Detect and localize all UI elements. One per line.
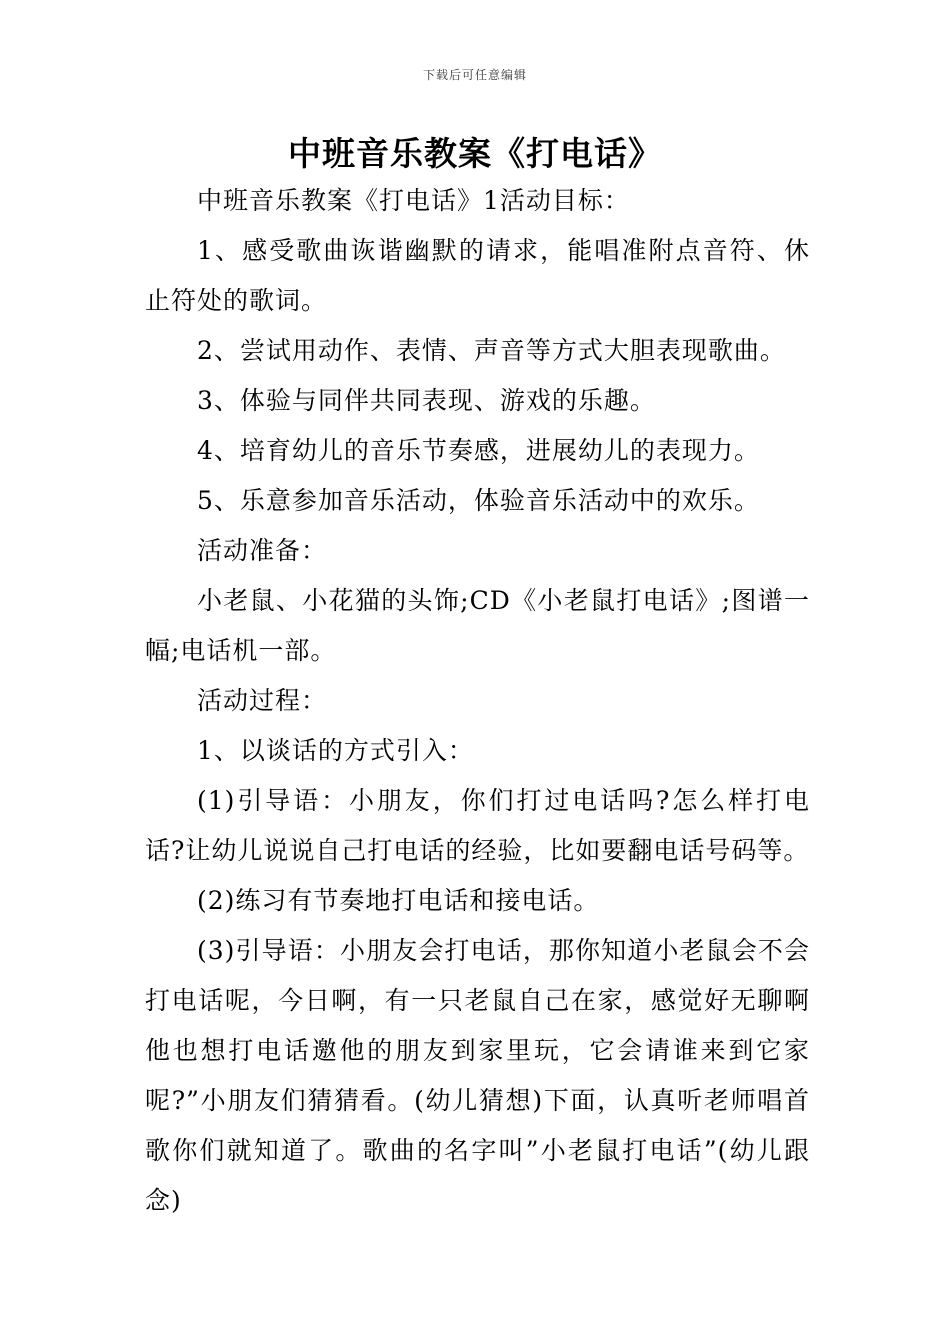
- header-note: 下载后可任意编辑: [422, 68, 527, 82]
- document-body: [145, 176, 810, 1226]
- paragraph: 5、乐意参加音乐活动，体验音乐活动中的欢乐。: [197, 486, 760, 515]
- paragraph: 活动过程：: [197, 686, 328, 715]
- paragraph: 3、体验与同伴共同表现、游戏的乐趣。: [197, 386, 656, 415]
- paragraph: 活动准备：: [197, 536, 328, 565]
- paragraph: 小老鼠、小花猫的头饰;CD《小老鼠打电话》;图谱一幅;电话机一部。: [145, 586, 810, 665]
- paragraph: (3)引导语：小朋友会打电话，那你知道小老鼠会不会打电话呢，今日啊，有一只老鼠自己在家，感觉好无聊啊他也想打电话邀他的朋友到家里玩，它会请谁来到它家呢?”小朋友们猜猜看。(幼儿猜想)下面，认真听老师唱首歌你们就知道了。歌曲的名字叫”小老鼠打电话”(幼儿跟念): [145, 936, 810, 1215]
- paragraph: (2)练习有节奏地打电话和接电话。: [197, 886, 600, 915]
- document-title: 中班音乐教案《打电话》: [288, 134, 662, 173]
- paragraph: 中班音乐教案《打电话》1活动目标：: [197, 186, 630, 215]
- paragraph: 4、培育幼儿的音乐节奏感，进展幼儿的表现力。: [197, 436, 760, 465]
- paragraph: 1、感受歌曲诙谐幽默的请求，能唱准附点音符、休止符处的歌词。: [145, 236, 810, 315]
- paragraph: (1)引导语：小朋友，你们打过电话吗?怎么样打电话?让幼儿说说自己打电话的经验，比如要翻电话号码等。: [145, 786, 810, 865]
- paragraph: 2、尝试用动作、表情、声音等方式大胆表现歌曲。: [197, 336, 786, 365]
- paragraph: 1、以谈话的方式引入：: [197, 736, 474, 765]
